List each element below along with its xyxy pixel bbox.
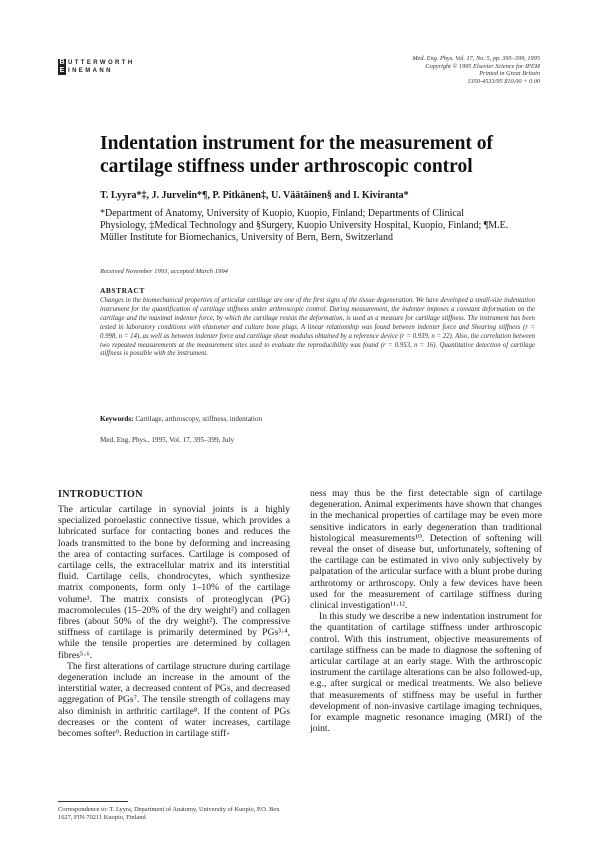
keywords-label: Keywords: — [100, 415, 134, 423]
abstract-heading: ABSTRACT — [100, 286, 145, 295]
section-heading-introduction: INTRODUCTION — [58, 489, 143, 500]
paragraph: The first alterations of cartilage structure during cartilage degeneration include an increase in the amount of the interstitial water, a decreased content of PGs, and decreased aggregation of PGs⁷. The tensile strength of collagens may also diminish in arthritic cartilage⁸. If the content of PGs decreases or the content of water increases, cartilage becomes softer⁹. Reduction in cartilage stiff- — [58, 660, 290, 740]
keywords — [100, 415, 535, 423]
journal-info-line: Med. Eng. Phys. Vol. 17, No. 5, pp. 395–399, 1995 — [412, 55, 540, 62]
correspondence-footnote: Correspondence to: T. Lyyra, Department of Anatomy, University of Kuopio, P.O. Box 1627, FIN-70211 Kuopio, Finland — [58, 806, 280, 821]
logo-capital-h: E — [59, 67, 65, 74]
journal-info-line: Copyright © 1995 Elsevier Science for IPEM — [425, 62, 540, 70]
body-column-right — [310, 488, 542, 794]
paragraph: ness may thus be the first detectable sign of cartilage degeneration. Animal experiments have shown that changes in the mechanical properties of cartilage may be even more sensitive indicators in early degeneration than traditional histological measurements¹⁰. Detection of softening will reveal the onset of disease but, unfortunately, softening of the cartilage can be estimated in vivo only subjectively by palpatation of the articular surface with a blunt probe during arthrotomy or arthroscopy. Only a few devices have been used for the measurement of cartilage stiffness during clinical investigation¹¹·¹². — [310, 488, 542, 612]
body-column-left — [58, 504, 290, 794]
author-list: T. Lyyra*‡, J. Jurvelin*¶, P. Pitkänen‡, U. Väätäinen§ and I. Kiviranta* — [100, 190, 409, 201]
abstract-text: Changes in the biomechanical properties of articular cartilage are one of the first signs of the tissue degeneration. We have developed a small-size indentation instrument for the quantification of cartilage stiffness under arthroscopic control. During measurement, the indenter imposes a constant deformation on the cartilage and the maximal indenter force, by which the cartilage resists the deformation, is used as a measure for cartilage stiffness. The instrument has been tested in laboratory conditions with elastomer and culture bone plugs. A linear relationship was found between indenter force and Shearing stiffness (r = 0.998, n = 14), as well as between indenter force and cartilage shear modulus obtained by a reference device (r = 0.939, n = 22). Also, the correlation between two repeated measurements at the measurement sites used to evaluate the reproducibility was found (r = 0.953, n = 16). Quantitative detection of cartilage stiffness is possible with the instrument. — [100, 297, 535, 358]
keywords-list: Cartilage, arthroscopy, stiffness, indentation — [135, 415, 263, 423]
paper-title: Indentation instrument for the measurement of cartilage stiffness under arthroscopic control — [100, 133, 494, 177]
paragraph: In this study we describe a new indentation instrument for the quantitation of cartilage stiffness under arthroscopic control. With this instrument, objective measurements of cartilage stiffness can be made to diagnose the softening of articular cartilage at an early stage. With the arthroscopic instrument the cartilage alterations can be also followed-up, e.g., after surgical or medical treatments. We also believe that measurements of stiffness may be useful in further development of non-invasive cartilage imaging techniques, for example magnetic resonance imaging (MRI) of the joint. — [310, 611, 542, 735]
logo-capital-b: B — [59, 59, 65, 66]
citation-line: Med. Eng. Phys., 1995, Vol. 17, 395–399, July — [100, 436, 235, 444]
logo-text-line2: INEMANN — [68, 68, 113, 74]
paragraph: The articular cartilage in synovial joints is a highly specialized poroelastic connective tissue, which provides a lubricated surface for contacting bones and reduces the loads transmitted to the bone by deforming and increasing the area of contacting surfaces. Cartilage is composed of cartilage cells, the extracellular matrix and its interstitial fluid. Cartilage cells, chondrocytes, which synthesize matrix components, form only 1–10% of the cartilage volume¹. The matrix consists of proteoglycan (PG) macromolecules (15–20% of the dry weight²) and collagen fibres (about 50% of the dry weight²). The compressive stiffness of cartilage is primarily determined by PGs³·⁴, while the tensile properties are determined by collagen fibres⁵·⁶. — [58, 504, 290, 661]
journal-info — [380, 55, 540, 85]
publisher-logo — [58, 59, 140, 75]
footnote-divider — [58, 801, 128, 802]
received-dates: Received November 1993, accepted March 1994 — [100, 268, 228, 275]
logo-text-line1: UTTERWORTH — [68, 60, 135, 66]
affiliations: *Department of Anatomy, University of Kuopio, Kuopio, Finland; Departments of Clinical Physiology, ‡Medical Technology and §Surgery, Kuopio University Hospital, Kuopio, Finland; ¶M.E. Müller Institute for Biomechanics, University of Bern, Bern, Switzerland — [100, 208, 509, 243]
journal-info-line: Printed in Great Britain — [479, 70, 540, 78]
journal-info-line: 1350-4533/95 $10.00 + 0.00 — [467, 77, 540, 85]
